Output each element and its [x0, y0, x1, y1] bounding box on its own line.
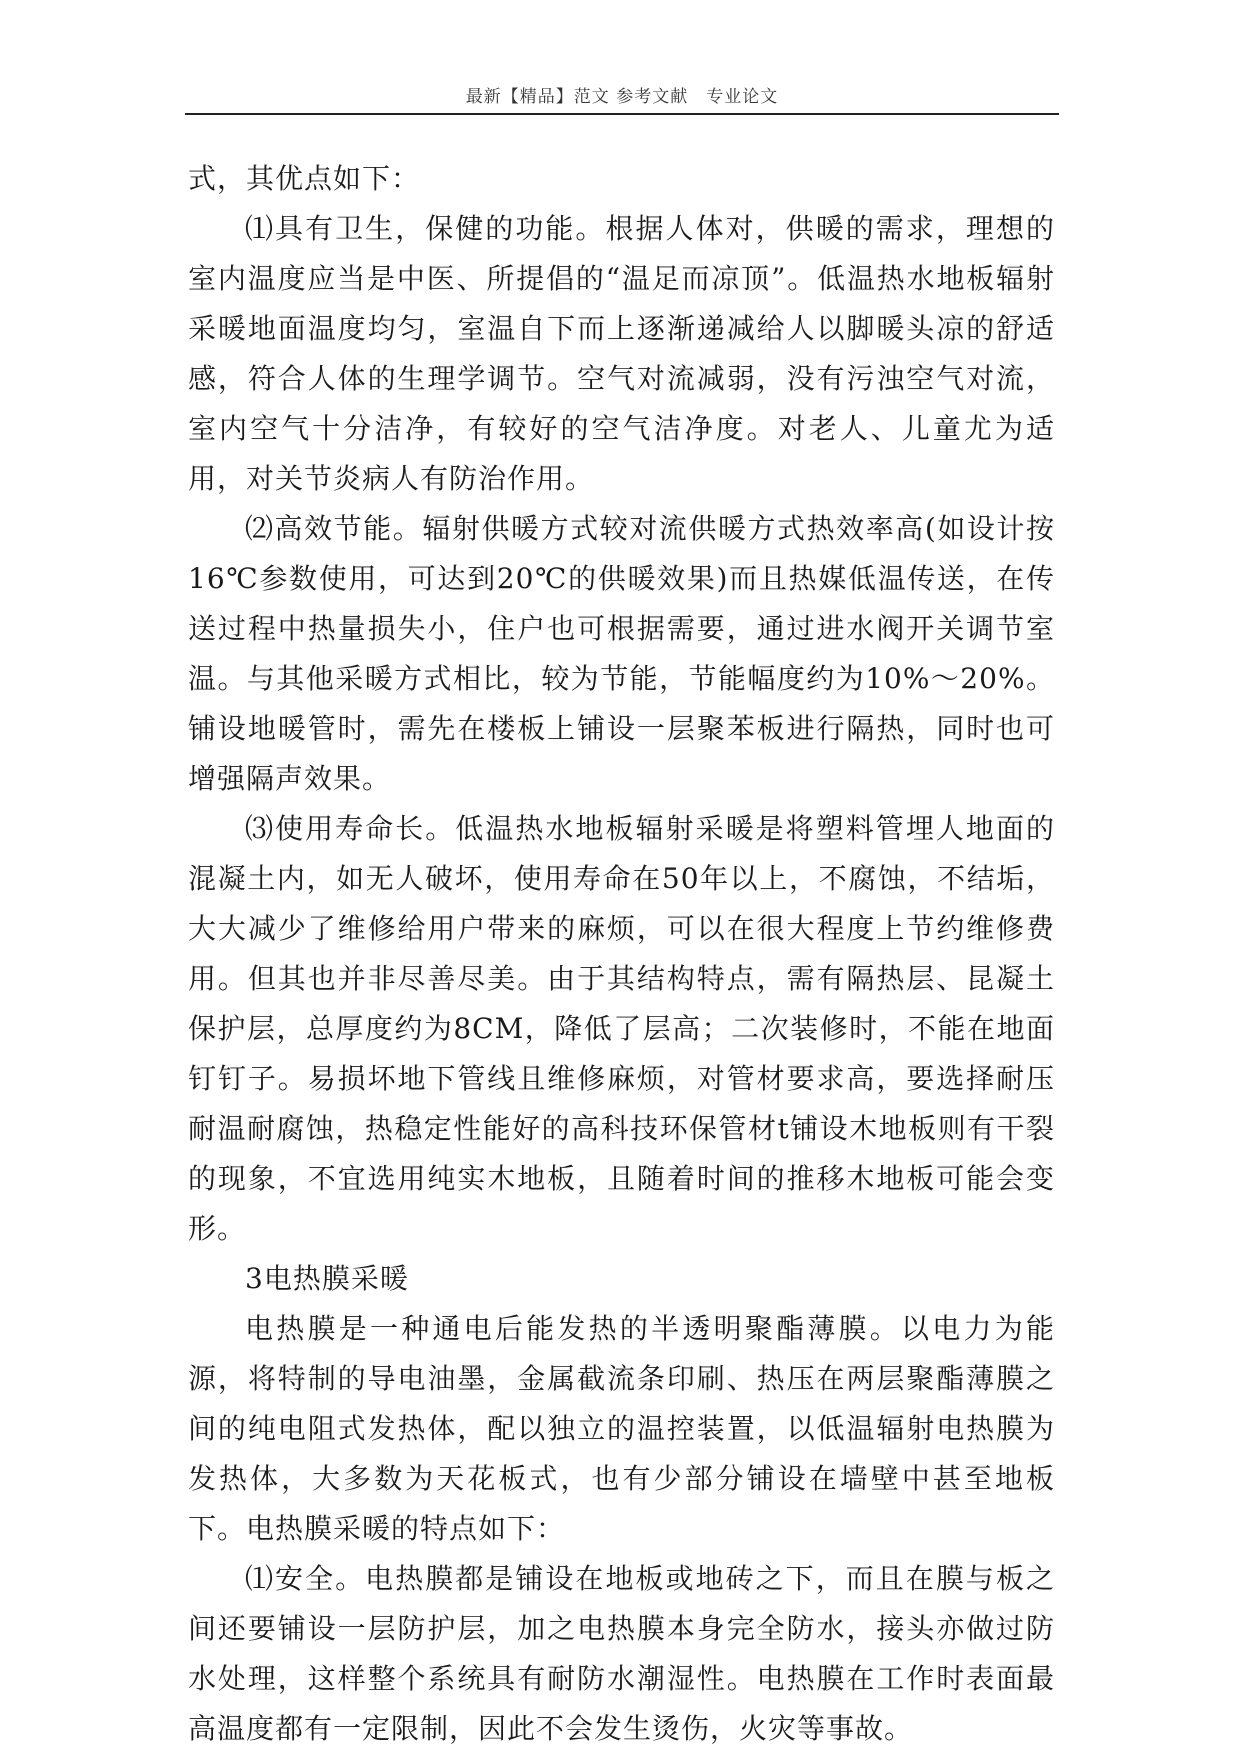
section-heading: 3电热膜采暖	[245, 1262, 409, 1295]
page-header: 最新【精品】范文 参考文献 专业论文	[465, 87, 779, 107]
header-divider	[185, 113, 1059, 115]
document-body	[188, 154, 1055, 1754]
paragraph-energy-saving: ⑵高效节能。辐射供暖方式较对流供暖方式热效率高(如设计按16℃参数使用，可达到20℃的供暖效果)而且热媒低温传送，在传送过程中热量损失小，住户也可根据需要，通过进水阀开关调节室温。与其他采暖方式相比，较为节能，节能幅度约为10%～20%。铺设地暖管时，需先在楼板上铺设一层聚苯板进行隔热，同时也可增强隔声效果。	[188, 512, 1055, 795]
paragraph-heating-film-intro: 电热膜是一种通电后能发热的半透明聚酯薄膜。以电力为能源，将特制的导电油墨，金属截流条印刷、热压在两层聚酯薄膜之间的纯电阻式发热体，配以独立的温控装置，以低温辐射电热膜为发热体，大多数为天花板式，也有少部分铺设在墙壁中甚至地板下。电热膜采暖的特点如下：	[188, 1312, 1055, 1545]
paragraph-service-life: ⑶使用寿命长。低温热水地板辐射采暖是将塑料管埋人地面的混凝土内，如无人破坏，使用寿命在50年以上，不腐蚀，不结垢，大大减少了维修给用户带来的麻烦，可以在很大程度上节约维修费用。但其也并非尽善尽美。由于其结构特点，需有隔热层、昆凝土保护层，总厚度约为8CM，降低了层高；二次装修时，不能在地面钉钉子。易损坏地下管线且维修麻烦，对管材要求高，要选择耐压耐温耐腐蚀，热稳定性能好的高科技环保管材t铺设木地板则有干裂的现象，不宜选用纯实木地板，且随着时间的推移木地板可能会变形。	[188, 812, 1055, 1245]
paragraph-hygiene: ⑴具有卫生，保健的功能。根据人体对，供暖的需求，理想的室内温度应当是中医、所提倡的“温足而凉顶”。低温热水地板辐射采暖地面温度均匀，室温自下而上逐渐递减给人以脚暖头凉的舒适感，符合人体的生理学调节。空气对流减弱，没有污浊空气对流，室内空气十分洁净，有较好的空气洁净度。对老人、儿童尤为适用，对关节炎病人有防治作用。	[188, 212, 1055, 495]
paragraph-safety: ⑴安全。电热膜都是铺设在地板或地砖之下，而且在膜与板之间还要铺设一层防护层，加之电热膜本身完全防水，接头亦做过防水处理，这样整个系统具有耐防水潮湿性。电热膜在工作时表面最高温度都有一定限制，因此不会发生烫伤，火灾等事故。	[188, 1562, 1055, 1745]
paragraph-continuation: 式，其优点如下：	[188, 162, 421, 195]
